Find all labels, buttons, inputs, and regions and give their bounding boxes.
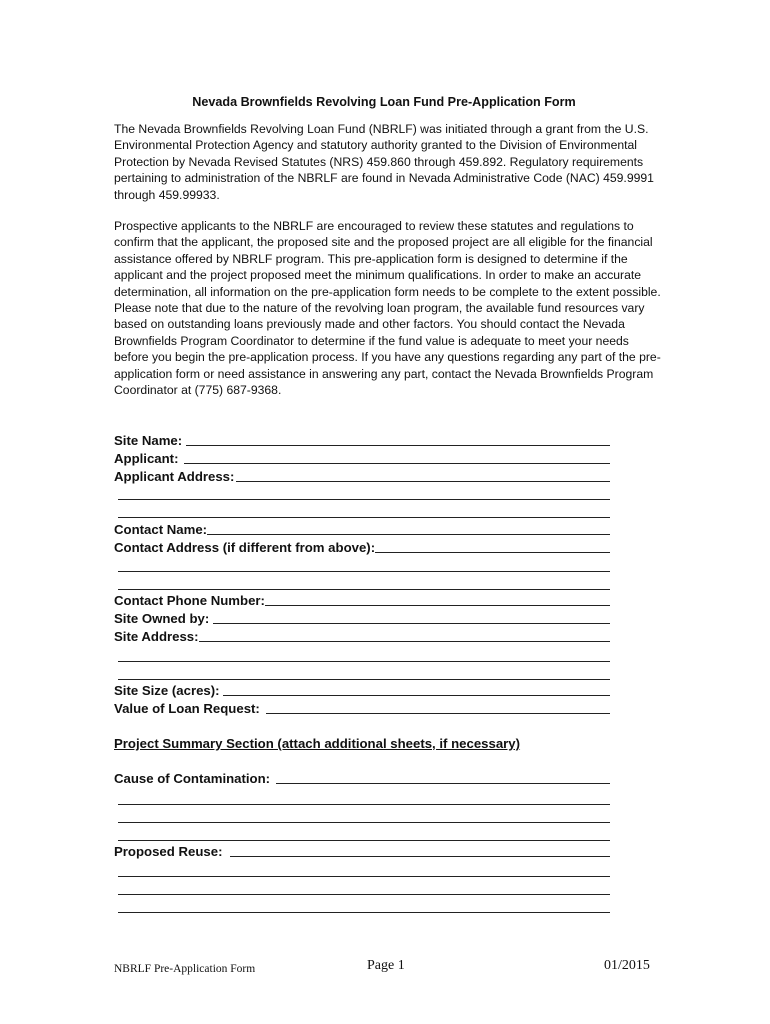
loan-value-input-line[interactable] — [266, 713, 610, 714]
loan-value-label: Value of Loan Request: — [114, 701, 260, 716]
applicant-address-field[interactable] — [114, 468, 610, 485]
contact-phone-input-line[interactable] — [265, 605, 610, 606]
contact-name-input-line[interactable] — [207, 534, 610, 535]
site-name-label: Site Name: — [114, 433, 183, 448]
site-address-label: Site Address: — [114, 629, 199, 644]
contact-phone-field[interactable] — [114, 592, 610, 609]
intro-paragraph-2: Prospective applicants to the NBRLF are encouraged to review these statutes and regulations to confirm that the applicant, the proposed site and the proposed project are all eligible for the financial assistance offered by NBRLF program. This pre-application form is designed to determine if the applicant and the project proposed meet the minimum qualifications. In order to make an accurate determination, all information on the pre-application form needs to be complete to the extent possible. Please note that due to the nature of the revolving loan program, the available fund resources vary based on outstanding loans previously made and other factors. You should contact the Nevada Brownfields Program Coordinator to determine if the fund value is adequate to meet your needs before you begin the pre-application process. If you have any questions regarding any part of the pre-application form or need assistance in answering any part, contact the Nevada Brownfields Program Coordinator at (775) 687-9368. — [114, 219, 661, 398]
contact-phone-label: Contact Phone Number: — [114, 593, 265, 608]
applicant-label: Applicant: — [114, 451, 179, 466]
site-owned-by-field[interactable] — [114, 610, 610, 627]
applicant-address-input-line[interactable] — [236, 481, 610, 482]
proposed-reuse-label: Proposed Reuse: — [114, 844, 223, 859]
cause-line-4[interactable] — [118, 840, 610, 841]
site-name-field[interactable] — [114, 432, 610, 449]
cause-of-contamination-field[interactable] — [114, 770, 610, 787]
cause-line-3[interactable] — [118, 822, 610, 823]
proposed-reuse-field[interactable] — [114, 843, 610, 860]
intro-paragraph-1: The Nevada Brownfields Revolving Loan Fund (NBRLF) was initiated through a grant from the U.S. Environmental Protection Agency and statutory authority granted to the Division of Environmental Protection by Nevada Revised Statutes (NRS) 459.860 through 459.892. Regulatory requirements pertaining to administration of the NBRLF are found in Nevada Administrative Code (NAC) 459.9991 through 459.99933. — [114, 122, 654, 202]
applicant-field[interactable] — [114, 450, 610, 467]
site-address-input-line[interactable] — [199, 641, 610, 642]
site-address-field[interactable] — [114, 628, 610, 645]
contact-name-field[interactable] — [114, 521, 610, 538]
reuse-line-3[interactable] — [118, 894, 610, 895]
contact-address-field[interactable] — [114, 539, 610, 556]
applicant-input-line[interactable] — [184, 463, 610, 464]
site-size-label: Site Size (acres): — [114, 683, 220, 698]
site-owned-by-input-line[interactable] — [213, 623, 610, 624]
contact-name-label: Contact Name: — [114, 522, 208, 537]
site-size-input-line[interactable] — [223, 695, 610, 696]
site-name-input-line[interactable] — [186, 445, 610, 446]
proposed-reuse-input-line[interactable] — [230, 856, 610, 857]
footer-date: 01/2015 — [604, 958, 650, 973]
footer-form-name: NBRLF Pre-Application Form — [114, 963, 256, 975]
contact-address-label: Contact Address (if different from above): — [114, 540, 376, 555]
loan-value-field[interactable] — [114, 700, 610, 717]
applicant-address-line-2[interactable] — [118, 499, 610, 500]
site-owned-by-label: Site Owned by: — [114, 611, 210, 626]
cause-of-contamination-label: Cause of Contamination: — [114, 771, 271, 786]
cause-line-2[interactable] — [118, 804, 610, 805]
contact-address-input-line[interactable] — [375, 552, 610, 553]
site-address-line-3[interactable] — [118, 679, 610, 680]
cause-of-contamination-input-line[interactable] — [276, 783, 610, 784]
site-size-field[interactable] — [114, 682, 610, 699]
contact-address-line-3[interactable] — [118, 589, 610, 590]
applicant-address-line-3[interactable] — [118, 517, 610, 518]
applicant-address-label: Applicant Address: — [114, 469, 235, 484]
reuse-line-4[interactable] — [118, 912, 610, 913]
page-title: Nevada Brownfields Revolving Loan Fund Pre-Application Form — [192, 95, 576, 109]
contact-address-line-2[interactable] — [118, 571, 610, 572]
footer-page-number: Page 1 — [367, 958, 405, 973]
reuse-line-2[interactable] — [118, 876, 610, 877]
site-address-line-2[interactable] — [118, 661, 610, 662]
project-summary-heading: Project Summary Section (attach additional sheets, if necessary) — [114, 736, 521, 751]
